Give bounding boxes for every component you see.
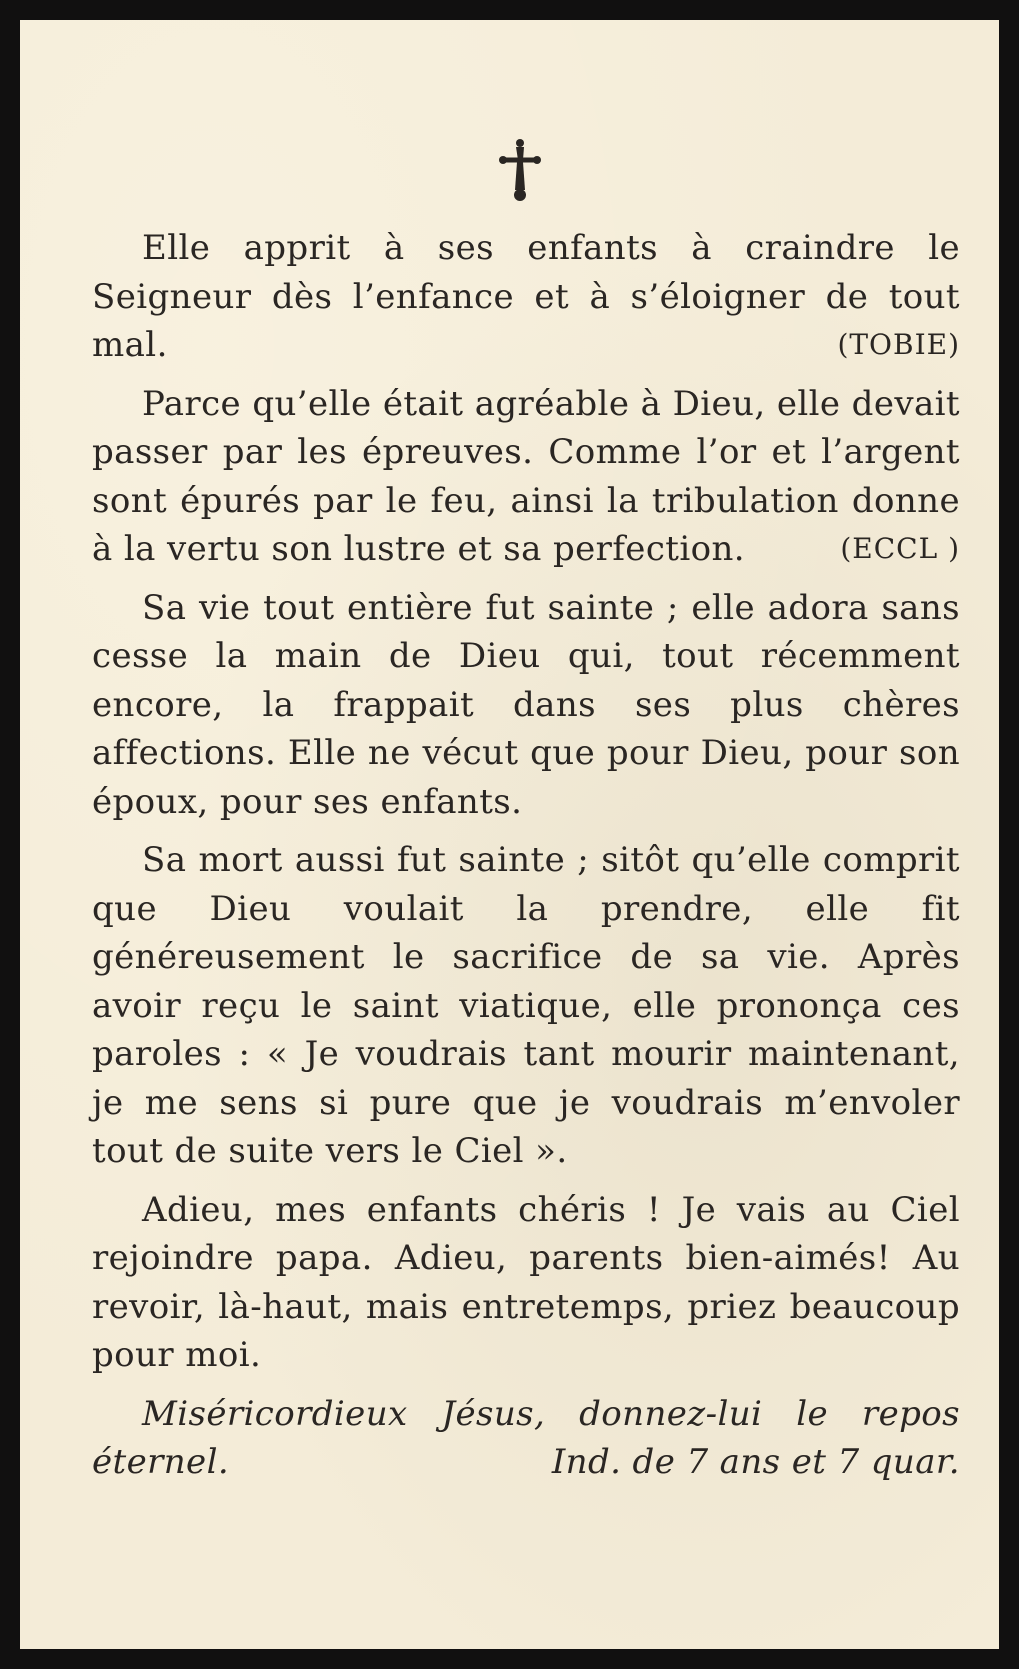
- memorial-card: [20, 20, 999, 1649]
- paragraph-4-text: Sa mort aussi fut sainte ; sitôt qu’elle comprit que Dieu voulait la prendre, elle fit généreusement le sacrifice de sa vie. Après avoir reçu le saint viatique, elle prononça ces paroles : « Je voudrais tant mourir maintenant, je me sens si pure que je voudrais m’envoler tout de suite vers le Ciel ».: [92, 840, 960, 1171]
- paragraph-4: [92, 836, 960, 1176]
- paragraph-3: [92, 584, 960, 827]
- paragraph-2: [92, 380, 960, 574]
- paragraph-1-text: Elle apprit à ses enfants à craindre le Seigneur dès l’enfance et à s’éloigner de tout mal.: [92, 228, 960, 365]
- paragraph-5: [92, 1186, 960, 1380]
- cross-icon: [497, 138, 543, 204]
- source-tobie: (TOBIE): [837, 328, 960, 361]
- indulgence-note: Ind. de 7 ans et 7 quar.: [551, 1442, 960, 1482]
- source-eccl: (ECCL ): [840, 532, 960, 565]
- paragraph-2-text: Parce qu’elle était agréable à Dieu, elle devait passer par les épreuves. Comme l’or et l’argent sont épurés par le feu, ainsi la tribulation donne à la vertu son lustre et sa perfection.: [92, 383, 960, 569]
- closing-prayer: [92, 1390, 960, 1487]
- paragraph-1: [92, 224, 960, 370]
- paragraph-3-text: Sa vie tout entière fut sainte ; elle adora sans cesse la main de Dieu qui, tout récemment encore, la frappait dans ses plus chères affections. Elle ne vécut que pour Dieu, pour son époux, pour ses enfants.: [92, 587, 960, 822]
- prayer-text: Miséricordieux Jésus, donnez-lui le repos éternel.: [92, 1393, 960, 1482]
- card-text: [92, 224, 960, 1487]
- paragraph-5-text: Adieu, mes enfants chéris ! Je vais au Ciel rejoindre papa. Adieu, parents bien-aimés! Au revoir, là-haut, mais entretemps, priez beaucoup pour moi.: [92, 1189, 960, 1375]
